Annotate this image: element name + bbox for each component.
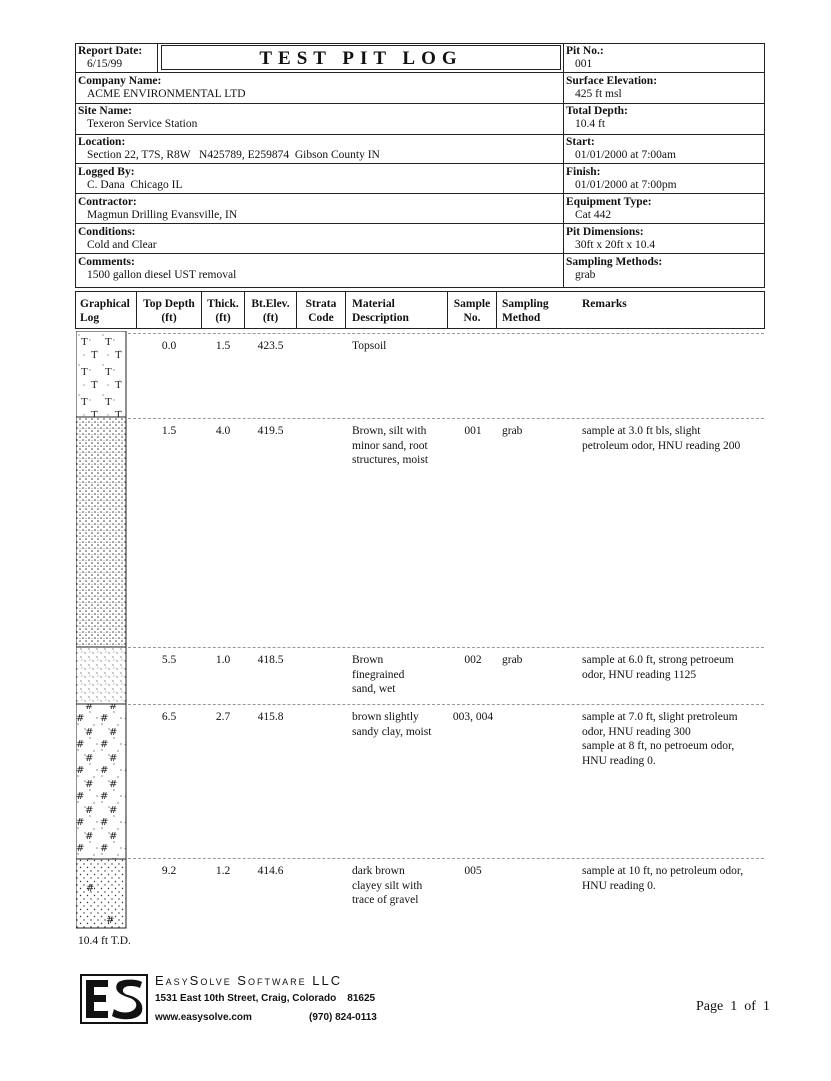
field-label: Sampling Methods: bbox=[566, 256, 663, 268]
total-depth-label: 10.4 ft T.D. bbox=[78, 935, 131, 947]
sampling-method-cell: grab bbox=[502, 425, 523, 437]
column-header-line: Code bbox=[308, 312, 334, 324]
sampling-method-cell: grab bbox=[502, 654, 523, 666]
conditions-field bbox=[78, 226, 157, 252]
column-header-line: Description bbox=[352, 312, 409, 324]
thickness-cell: 1.0 bbox=[215, 654, 231, 666]
top-depth-cell: 9.2 bbox=[161, 865, 177, 877]
column-header-sample-no bbox=[447, 297, 497, 325]
column-header-line: Method bbox=[502, 312, 541, 324]
equipment-type-field bbox=[566, 196, 652, 222]
column-header-graphical-log bbox=[80, 297, 130, 325]
description-line: Brown bbox=[352, 654, 384, 666]
easysolve-logo bbox=[80, 974, 148, 1024]
field-label: Equipment Type: bbox=[566, 196, 652, 208]
bottom-elevation-cell: 418.5 bbox=[257, 654, 284, 666]
page-number: Page 1 of 1 bbox=[696, 999, 770, 1014]
top-depth-cell: 1.5 bbox=[161, 425, 177, 437]
column-header-line: No. bbox=[463, 312, 481, 324]
report-date-label: Report Date: bbox=[78, 45, 143, 57]
company-name-field bbox=[78, 75, 246, 101]
thickness-cell: 1.2 bbox=[215, 865, 231, 877]
remarks-line: sample at 7.0 ft, slight pretroleum bbox=[582, 711, 738, 723]
bottom-elevation-cell: 415.8 bbox=[257, 711, 284, 723]
column-header-line: Sampling bbox=[502, 298, 549, 310]
thickness-cell: 2.7 bbox=[215, 711, 231, 723]
header-row-line bbox=[75, 134, 765, 135]
column-header-line: (ft) bbox=[215, 312, 231, 324]
company-website[interactable]: www.easysolve.com bbox=[155, 1012, 252, 1023]
column-header-line: Graphical bbox=[80, 298, 130, 310]
remarks-cell bbox=[582, 424, 740, 453]
column-header-line: Sample bbox=[453, 298, 491, 310]
comments-field bbox=[78, 256, 236, 282]
description-line: Brown, silt with bbox=[352, 425, 427, 437]
report-date-divider bbox=[157, 43, 158, 72]
material-description-cell bbox=[352, 424, 428, 468]
company-phone: (970) 824-0113 bbox=[309, 1012, 377, 1023]
description-line: clayey silt with bbox=[352, 879, 423, 892]
description-line: finegrained bbox=[352, 668, 405, 681]
remarks-cell bbox=[582, 653, 734, 682]
field-value: Magmun Drilling Evansville, IN bbox=[87, 209, 238, 221]
thickness-cell: 4.0 bbox=[215, 425, 231, 437]
row-separator bbox=[128, 418, 764, 419]
row-separator bbox=[128, 704, 764, 705]
column-header-material-description bbox=[352, 297, 409, 325]
sample-no-cell: 001 bbox=[464, 425, 482, 437]
remarks-line: odor, HNU reading 300 bbox=[582, 725, 691, 738]
field-label: Logged By: bbox=[78, 166, 135, 178]
sampling-methods-field bbox=[566, 256, 662, 282]
bottom-elevation-cell: 419.5 bbox=[257, 425, 284, 437]
field-label: Location: bbox=[78, 136, 126, 148]
remarks-line: sample at 6.0 ft, strong petroeum bbox=[582, 654, 734, 666]
logged-by-field bbox=[78, 166, 183, 192]
svg-text:#: # bbox=[106, 915, 115, 926]
field-label: Finish: bbox=[566, 166, 601, 178]
company-address: 1531 East 10th Street, Craig, Colorado 81625 bbox=[155, 993, 376, 1004]
description-line: sandy clay, moist bbox=[352, 725, 432, 738]
total-depth-field bbox=[566, 105, 628, 131]
row-separator bbox=[128, 858, 764, 859]
column-header-line: Strata bbox=[305, 298, 337, 310]
field-value: 1500 gallon diesel UST removal bbox=[87, 269, 237, 281]
description-line: minor sand, root bbox=[352, 439, 428, 452]
field-label: Site Name: bbox=[78, 105, 132, 117]
company-name: EasySolve Software LLC bbox=[155, 973, 343, 988]
material-description-cell bbox=[352, 864, 422, 908]
description-line: dark brown bbox=[352, 865, 405, 877]
field-label: Contractor: bbox=[78, 196, 137, 208]
field-value: Cold and Clear bbox=[87, 239, 157, 251]
column-header-line: Remarks bbox=[582, 298, 627, 310]
description-line: brown slightly bbox=[352, 711, 419, 723]
report-date-value: 6/15/99 bbox=[87, 58, 123, 70]
pit-dimensions-field bbox=[566, 226, 655, 252]
finish-field bbox=[566, 166, 677, 192]
column-header-line: (ft) bbox=[262, 312, 279, 324]
remarks-line: HNU reading 0. bbox=[582, 879, 656, 892]
graphical-log bbox=[76, 331, 128, 930]
header-divider bbox=[563, 43, 564, 288]
page-title: TEST PIT LOG bbox=[259, 48, 463, 69]
field-value: grab bbox=[575, 269, 596, 281]
column-header-bottom-elevation bbox=[244, 297, 297, 325]
bottom-elevation-cell: 414.6 bbox=[257, 865, 284, 877]
column-header-line: (ft) bbox=[161, 312, 177, 324]
top-depth-cell: 6.5 bbox=[161, 711, 177, 723]
top-depth-cell: 5.5 bbox=[161, 654, 177, 666]
field-value: Cat 442 bbox=[575, 209, 612, 221]
column-header-line: Log bbox=[80, 312, 100, 324]
sample-no-cell: 005 bbox=[464, 865, 482, 877]
field-value: Section 22, T7S, R8W N425789, E259874 Gibson County IN bbox=[87, 149, 380, 161]
remarks-line: sample at 8 ft, no petroeum odor, bbox=[582, 740, 735, 752]
field-label: Total Depth: bbox=[566, 105, 628, 117]
header-row-line bbox=[75, 72, 765, 73]
column-header-line: Material bbox=[352, 298, 395, 310]
field-value: 01/01/2000 at 7:00pm bbox=[575, 179, 677, 191]
description-line: trace of gravel bbox=[352, 894, 419, 906]
field-label: Surface Elevation: bbox=[566, 75, 658, 87]
material-description-cell bbox=[352, 339, 386, 354]
field-label: Pit Dimensions: bbox=[566, 226, 644, 238]
description-line: structures, moist bbox=[352, 454, 429, 466]
svg-text:#: # bbox=[86, 883, 95, 894]
pit-no-field bbox=[566, 45, 604, 71]
bottom-elevation-cell: 423.5 bbox=[257, 340, 284, 352]
column-header-top-depth bbox=[136, 297, 202, 325]
column-header-remarks bbox=[582, 297, 627, 311]
contractor-field bbox=[78, 196, 237, 222]
field-label: Conditions: bbox=[78, 226, 136, 238]
field-value: 30ft x 20ft x 10.4 bbox=[575, 239, 656, 251]
remarks-line: sample at 3.0 ft bls, slight bbox=[582, 425, 701, 437]
remarks-line: petroleum odor, HNU reading 200 bbox=[582, 439, 741, 452]
column-header-line: Thick. bbox=[207, 298, 239, 310]
location-field bbox=[78, 136, 380, 162]
field-label: Comments: bbox=[78, 256, 135, 268]
remarks-line: odor, HNU reading 1125 bbox=[582, 668, 697, 681]
pit-no-value: 001 bbox=[575, 58, 593, 70]
field-value: 01/01/2000 at 7:00am bbox=[575, 149, 676, 161]
header-row-line bbox=[75, 253, 765, 254]
row-separator bbox=[128, 333, 764, 334]
header-row-line bbox=[75, 223, 765, 224]
column-header-line: Top Depth bbox=[143, 298, 195, 310]
column-header-sampling-method bbox=[502, 297, 549, 325]
field-label: Start: bbox=[566, 136, 595, 148]
column-header-thickness bbox=[201, 297, 245, 325]
field-value: 10.4 ft bbox=[575, 118, 606, 130]
field-value: Texeron Service Station bbox=[87, 118, 198, 130]
field-value: 425 ft msl bbox=[575, 88, 622, 100]
site-name-field bbox=[78, 105, 197, 131]
column-header-line: Bt.Elev. bbox=[251, 298, 290, 310]
material-description-cell bbox=[352, 653, 404, 697]
sample-no-cell: 003, 004 bbox=[452, 711, 494, 723]
pit-no-label: Pit No.: bbox=[566, 45, 604, 57]
top-depth-cell: 0.0 bbox=[161, 340, 177, 352]
header-row-line bbox=[75, 103, 765, 104]
column-header-strata-code bbox=[296, 297, 346, 325]
field-value: ACME ENVIRONMENTAL LTD bbox=[87, 88, 246, 100]
surface-elevation-field bbox=[566, 75, 657, 101]
material-description-cell bbox=[352, 710, 431, 739]
header-row-line bbox=[75, 163, 765, 164]
remarks-cell bbox=[582, 710, 738, 768]
remarks-line: HNU reading 0. bbox=[582, 754, 656, 767]
field-label: Company Name: bbox=[78, 75, 162, 87]
remarks-line: sample at 10 ft, no petroleum odor, bbox=[582, 865, 744, 877]
remarks-cell bbox=[582, 864, 743, 893]
row-separator bbox=[128, 647, 764, 648]
description-line: sand, wet bbox=[352, 683, 396, 695]
thickness-cell: 1.5 bbox=[215, 340, 231, 352]
report-date-field bbox=[78, 45, 142, 71]
sample-no-cell: 002 bbox=[464, 654, 482, 666]
description-line: Topsoil bbox=[352, 340, 387, 352]
header-row-line bbox=[75, 193, 765, 194]
start-field bbox=[566, 136, 676, 162]
field-value: C. Dana Chicago IL bbox=[87, 179, 183, 191]
